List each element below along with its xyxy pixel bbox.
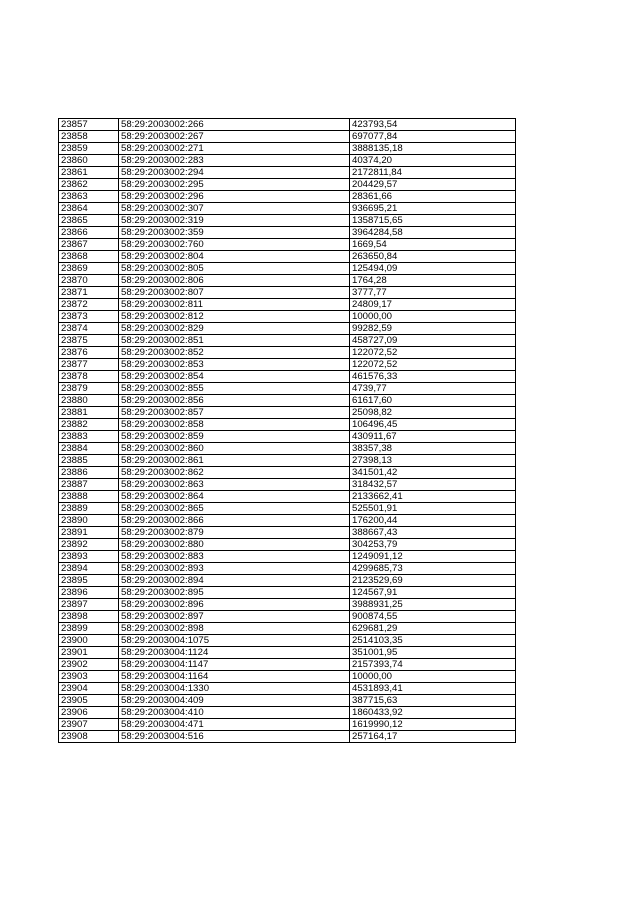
cadastral-number-cell: 58:29:2003002:897 [119, 611, 350, 623]
value-cell: 461576,33 [350, 371, 516, 383]
value-cell: 27398,13 [350, 455, 516, 467]
table-row [59, 671, 516, 683]
row-number-cell: 23861 [59, 167, 119, 179]
table-row [59, 503, 516, 515]
value-cell: 430911,67 [350, 431, 516, 443]
table-row [59, 659, 516, 671]
row-number-cell: 23907 [59, 719, 119, 731]
row-number-cell: 23903 [59, 671, 119, 683]
value-cell: 10000,00 [350, 311, 516, 323]
row-number-cell: 23895 [59, 575, 119, 587]
cadastral-number-cell: 58:29:2003002:880 [119, 539, 350, 551]
table-row [59, 491, 516, 503]
table-row [59, 251, 516, 263]
data-table [58, 118, 516, 743]
cadastral-number-cell: 58:29:2003004:1330 [119, 683, 350, 695]
cadastral-number-cell: 58:29:2003004:1075 [119, 635, 350, 647]
table-row [59, 263, 516, 275]
table-row [59, 395, 516, 407]
row-number-cell: 23891 [59, 527, 119, 539]
cadastral-number-cell: 58:29:2003002:307 [119, 203, 350, 215]
cadastral-number-cell: 58:29:2003004:1124 [119, 647, 350, 659]
row-number-cell: 23905 [59, 695, 119, 707]
table-row [59, 455, 516, 467]
table-row [59, 359, 516, 371]
table-row [59, 167, 516, 179]
value-cell: 936695,21 [350, 203, 516, 215]
cadastral-number-cell: 58:29:2003002:883 [119, 551, 350, 563]
table-row [59, 611, 516, 623]
table-row [59, 179, 516, 191]
value-cell: 106496,45 [350, 419, 516, 431]
cadastral-number-cell: 58:29:2003002:863 [119, 479, 350, 491]
value-cell: 629681,29 [350, 623, 516, 635]
cadastral-number-cell: 58:29:2003002:864 [119, 491, 350, 503]
row-number-cell: 23875 [59, 335, 119, 347]
table-row [59, 623, 516, 635]
table-row [59, 407, 516, 419]
table-row [59, 479, 516, 491]
value-cell: 25098,82 [350, 407, 516, 419]
table-row [59, 731, 516, 743]
value-cell: 1358715,65 [350, 215, 516, 227]
table-row [59, 335, 516, 347]
row-number-cell: 23860 [59, 155, 119, 167]
table-row [59, 299, 516, 311]
cadastral-number-cell: 58:29:2003002:895 [119, 587, 350, 599]
value-cell: 458727,09 [350, 335, 516, 347]
value-cell: 1669,54 [350, 239, 516, 251]
table-row [59, 143, 516, 155]
row-number-cell: 23865 [59, 215, 119, 227]
value-cell: 61617,60 [350, 395, 516, 407]
table-row [59, 431, 516, 443]
row-number-cell: 23879 [59, 383, 119, 395]
row-number-cell: 23864 [59, 203, 119, 215]
cadastral-number-cell: 58:29:2003002:266 [119, 119, 350, 131]
table-row [59, 275, 516, 287]
value-cell: 341501,42 [350, 467, 516, 479]
value-cell: 99282,59 [350, 323, 516, 335]
cadastral-number-cell: 58:29:2003004:471 [119, 719, 350, 731]
cadastral-number-cell: 58:29:2003002:866 [119, 515, 350, 527]
cadastral-number-cell: 58:29:2003004:516 [119, 731, 350, 743]
row-number-cell: 23878 [59, 371, 119, 383]
cadastral-number-cell: 58:29:2003002:857 [119, 407, 350, 419]
cadastral-number-cell: 58:29:2003002:854 [119, 371, 350, 383]
row-number-cell: 23877 [59, 359, 119, 371]
row-number-cell: 23884 [59, 443, 119, 455]
row-number-cell: 23896 [59, 587, 119, 599]
cadastral-number-cell: 58:29:2003002:294 [119, 167, 350, 179]
value-cell: 2123529,69 [350, 575, 516, 587]
row-number-cell: 23862 [59, 179, 119, 191]
table-row [59, 419, 516, 431]
row-number-cell: 23885 [59, 455, 119, 467]
value-cell: 24809,17 [350, 299, 516, 311]
row-number-cell: 23889 [59, 503, 119, 515]
table-row [59, 587, 516, 599]
table-row [59, 191, 516, 203]
table-row [59, 347, 516, 359]
row-number-cell: 23902 [59, 659, 119, 671]
cadastral-number-cell: 58:29:2003002:879 [119, 527, 350, 539]
cadastral-number-cell: 58:29:2003002:295 [119, 179, 350, 191]
cadastral-number-cell: 58:29:2003002:893 [119, 563, 350, 575]
table-row [59, 383, 516, 395]
cadastral-number-cell: 58:29:2003002:852 [119, 347, 350, 359]
table-row [59, 647, 516, 659]
table-row [59, 683, 516, 695]
row-number-cell: 23898 [59, 611, 119, 623]
value-cell: 263650,84 [350, 251, 516, 263]
row-number-cell: 23857 [59, 119, 119, 131]
row-number-cell: 23886 [59, 467, 119, 479]
row-number-cell: 23867 [59, 239, 119, 251]
cadastral-number-cell: 58:29:2003002:829 [119, 323, 350, 335]
cadastral-number-cell: 58:29:2003002:806 [119, 275, 350, 287]
row-number-cell: 23888 [59, 491, 119, 503]
table-row [59, 203, 516, 215]
table-row [59, 707, 516, 719]
cadastral-number-cell: 58:29:2003002:812 [119, 311, 350, 323]
cadastral-number-cell: 58:29:2003002:805 [119, 263, 350, 275]
cadastral-number-cell: 58:29:2003002:283 [119, 155, 350, 167]
value-cell: 1764,28 [350, 275, 516, 287]
row-number-cell: 23892 [59, 539, 119, 551]
value-cell: 28361,66 [350, 191, 516, 203]
row-number-cell: 23890 [59, 515, 119, 527]
value-cell: 1860433,92 [350, 707, 516, 719]
table-row [59, 215, 516, 227]
row-number-cell: 23900 [59, 635, 119, 647]
row-number-cell: 23908 [59, 731, 119, 743]
row-number-cell: 23869 [59, 263, 119, 275]
value-cell: 304253,79 [350, 539, 516, 551]
table-row [59, 227, 516, 239]
table-row [59, 599, 516, 611]
row-number-cell: 23866 [59, 227, 119, 239]
value-cell: 900874,55 [350, 611, 516, 623]
table-row [59, 515, 516, 527]
cadastral-number-cell: 58:29:2003002:319 [119, 215, 350, 227]
cadastral-number-cell: 58:29:2003004:1147 [119, 659, 350, 671]
cadastral-number-cell: 58:29:2003002:855 [119, 383, 350, 395]
row-number-cell: 23894 [59, 563, 119, 575]
value-cell: 2133662,41 [350, 491, 516, 503]
table-row [59, 239, 516, 251]
row-number-cell: 23906 [59, 707, 119, 719]
table-row [59, 371, 516, 383]
value-cell: 2172811,84 [350, 167, 516, 179]
value-cell: 122072,52 [350, 359, 516, 371]
row-number-cell: 23887 [59, 479, 119, 491]
cadastral-number-cell: 58:29:2003002:853 [119, 359, 350, 371]
value-cell: 4299685,73 [350, 563, 516, 575]
cadastral-number-cell: 58:29:2003002:898 [119, 623, 350, 635]
cadastral-number-cell: 58:29:2003002:807 [119, 287, 350, 299]
value-cell: 388667,43 [350, 527, 516, 539]
table-row [59, 551, 516, 563]
row-number-cell: 23880 [59, 395, 119, 407]
row-number-cell: 23872 [59, 299, 119, 311]
value-cell: 318432,57 [350, 479, 516, 491]
row-number-cell: 23870 [59, 275, 119, 287]
value-cell: 525501,91 [350, 503, 516, 515]
cadastral-number-cell: 58:29:2003002:896 [119, 599, 350, 611]
value-cell: 1619990,12 [350, 719, 516, 731]
value-cell: 4739,77 [350, 383, 516, 395]
value-cell: 40374,20 [350, 155, 516, 167]
cadastral-number-cell: 58:29:2003002:861 [119, 455, 350, 467]
cadastral-number-cell: 58:29:2003002:856 [119, 395, 350, 407]
table-row [59, 539, 516, 551]
value-cell: 4531893,41 [350, 683, 516, 695]
row-number-cell: 23874 [59, 323, 119, 335]
value-cell: 3964284,58 [350, 227, 516, 239]
row-number-cell: 23881 [59, 407, 119, 419]
cadastral-number-cell: 58:29:2003002:811 [119, 299, 350, 311]
table-row [59, 311, 516, 323]
cadastral-number-cell: 58:29:2003002:296 [119, 191, 350, 203]
cadastral-number-cell: 58:29:2003004:1164 [119, 671, 350, 683]
table-row [59, 155, 516, 167]
cadastral-number-cell: 58:29:2003002:858 [119, 419, 350, 431]
value-cell: 351001,95 [350, 647, 516, 659]
value-cell: 3777,77 [350, 287, 516, 299]
value-cell: 2514103,35 [350, 635, 516, 647]
row-number-cell: 23876 [59, 347, 119, 359]
table-row [59, 527, 516, 539]
cadastral-number-cell: 58:29:2003002:804 [119, 251, 350, 263]
table-row [59, 695, 516, 707]
table-row [59, 443, 516, 455]
value-cell: 2157393,74 [350, 659, 516, 671]
cadastral-number-cell: 58:29:2003002:851 [119, 335, 350, 347]
value-cell: 122072,52 [350, 347, 516, 359]
value-cell: 176200,44 [350, 515, 516, 527]
value-cell: 124567,91 [350, 587, 516, 599]
cadastral-number-cell: 58:29:2003002:894 [119, 575, 350, 587]
row-number-cell: 23859 [59, 143, 119, 155]
value-cell: 10000,00 [350, 671, 516, 683]
row-number-cell: 23899 [59, 623, 119, 635]
cadastral-number-cell: 58:29:2003004:410 [119, 707, 350, 719]
row-number-cell: 23868 [59, 251, 119, 263]
value-cell: 3988931,25 [350, 599, 516, 611]
cadastral-number-cell: 58:29:2003002:859 [119, 431, 350, 443]
table-row [59, 467, 516, 479]
cadastral-number-cell: 58:29:2003002:267 [119, 131, 350, 143]
value-cell: 257164,17 [350, 731, 516, 743]
value-cell: 423793,54 [350, 119, 516, 131]
table-row [59, 287, 516, 299]
row-number-cell: 23873 [59, 311, 119, 323]
table-row [59, 719, 516, 731]
cadastral-number-cell: 58:29:2003002:865 [119, 503, 350, 515]
row-number-cell: 23871 [59, 287, 119, 299]
row-number-cell: 23858 [59, 131, 119, 143]
table-row [59, 119, 516, 131]
cadastral-number-cell: 58:29:2003002:359 [119, 227, 350, 239]
table-row [59, 635, 516, 647]
table-row [59, 575, 516, 587]
cadastral-number-cell: 58:29:2003002:271 [119, 143, 350, 155]
value-cell: 697077,84 [350, 131, 516, 143]
row-number-cell: 23893 [59, 551, 119, 563]
value-cell: 125494,09 [350, 263, 516, 275]
cadastral-number-cell: 58:29:2003002:760 [119, 239, 350, 251]
cadastral-number-cell: 58:29:2003002:862 [119, 467, 350, 479]
value-cell: 1249091,12 [350, 551, 516, 563]
cadastral-number-cell: 58:29:2003002:860 [119, 443, 350, 455]
row-number-cell: 23883 [59, 431, 119, 443]
row-number-cell: 23901 [59, 647, 119, 659]
row-number-cell: 23882 [59, 419, 119, 431]
row-number-cell: 23897 [59, 599, 119, 611]
table-row [59, 323, 516, 335]
value-cell: 3888135,18 [350, 143, 516, 155]
value-cell: 387715,63 [350, 695, 516, 707]
table-body [59, 119, 516, 743]
value-cell: 38357,38 [350, 443, 516, 455]
row-number-cell: 23863 [59, 191, 119, 203]
row-number-cell: 23904 [59, 683, 119, 695]
table-row [59, 563, 516, 575]
cadastral-number-cell: 58:29:2003004:409 [119, 695, 350, 707]
value-cell: 204429,57 [350, 179, 516, 191]
table-row [59, 131, 516, 143]
